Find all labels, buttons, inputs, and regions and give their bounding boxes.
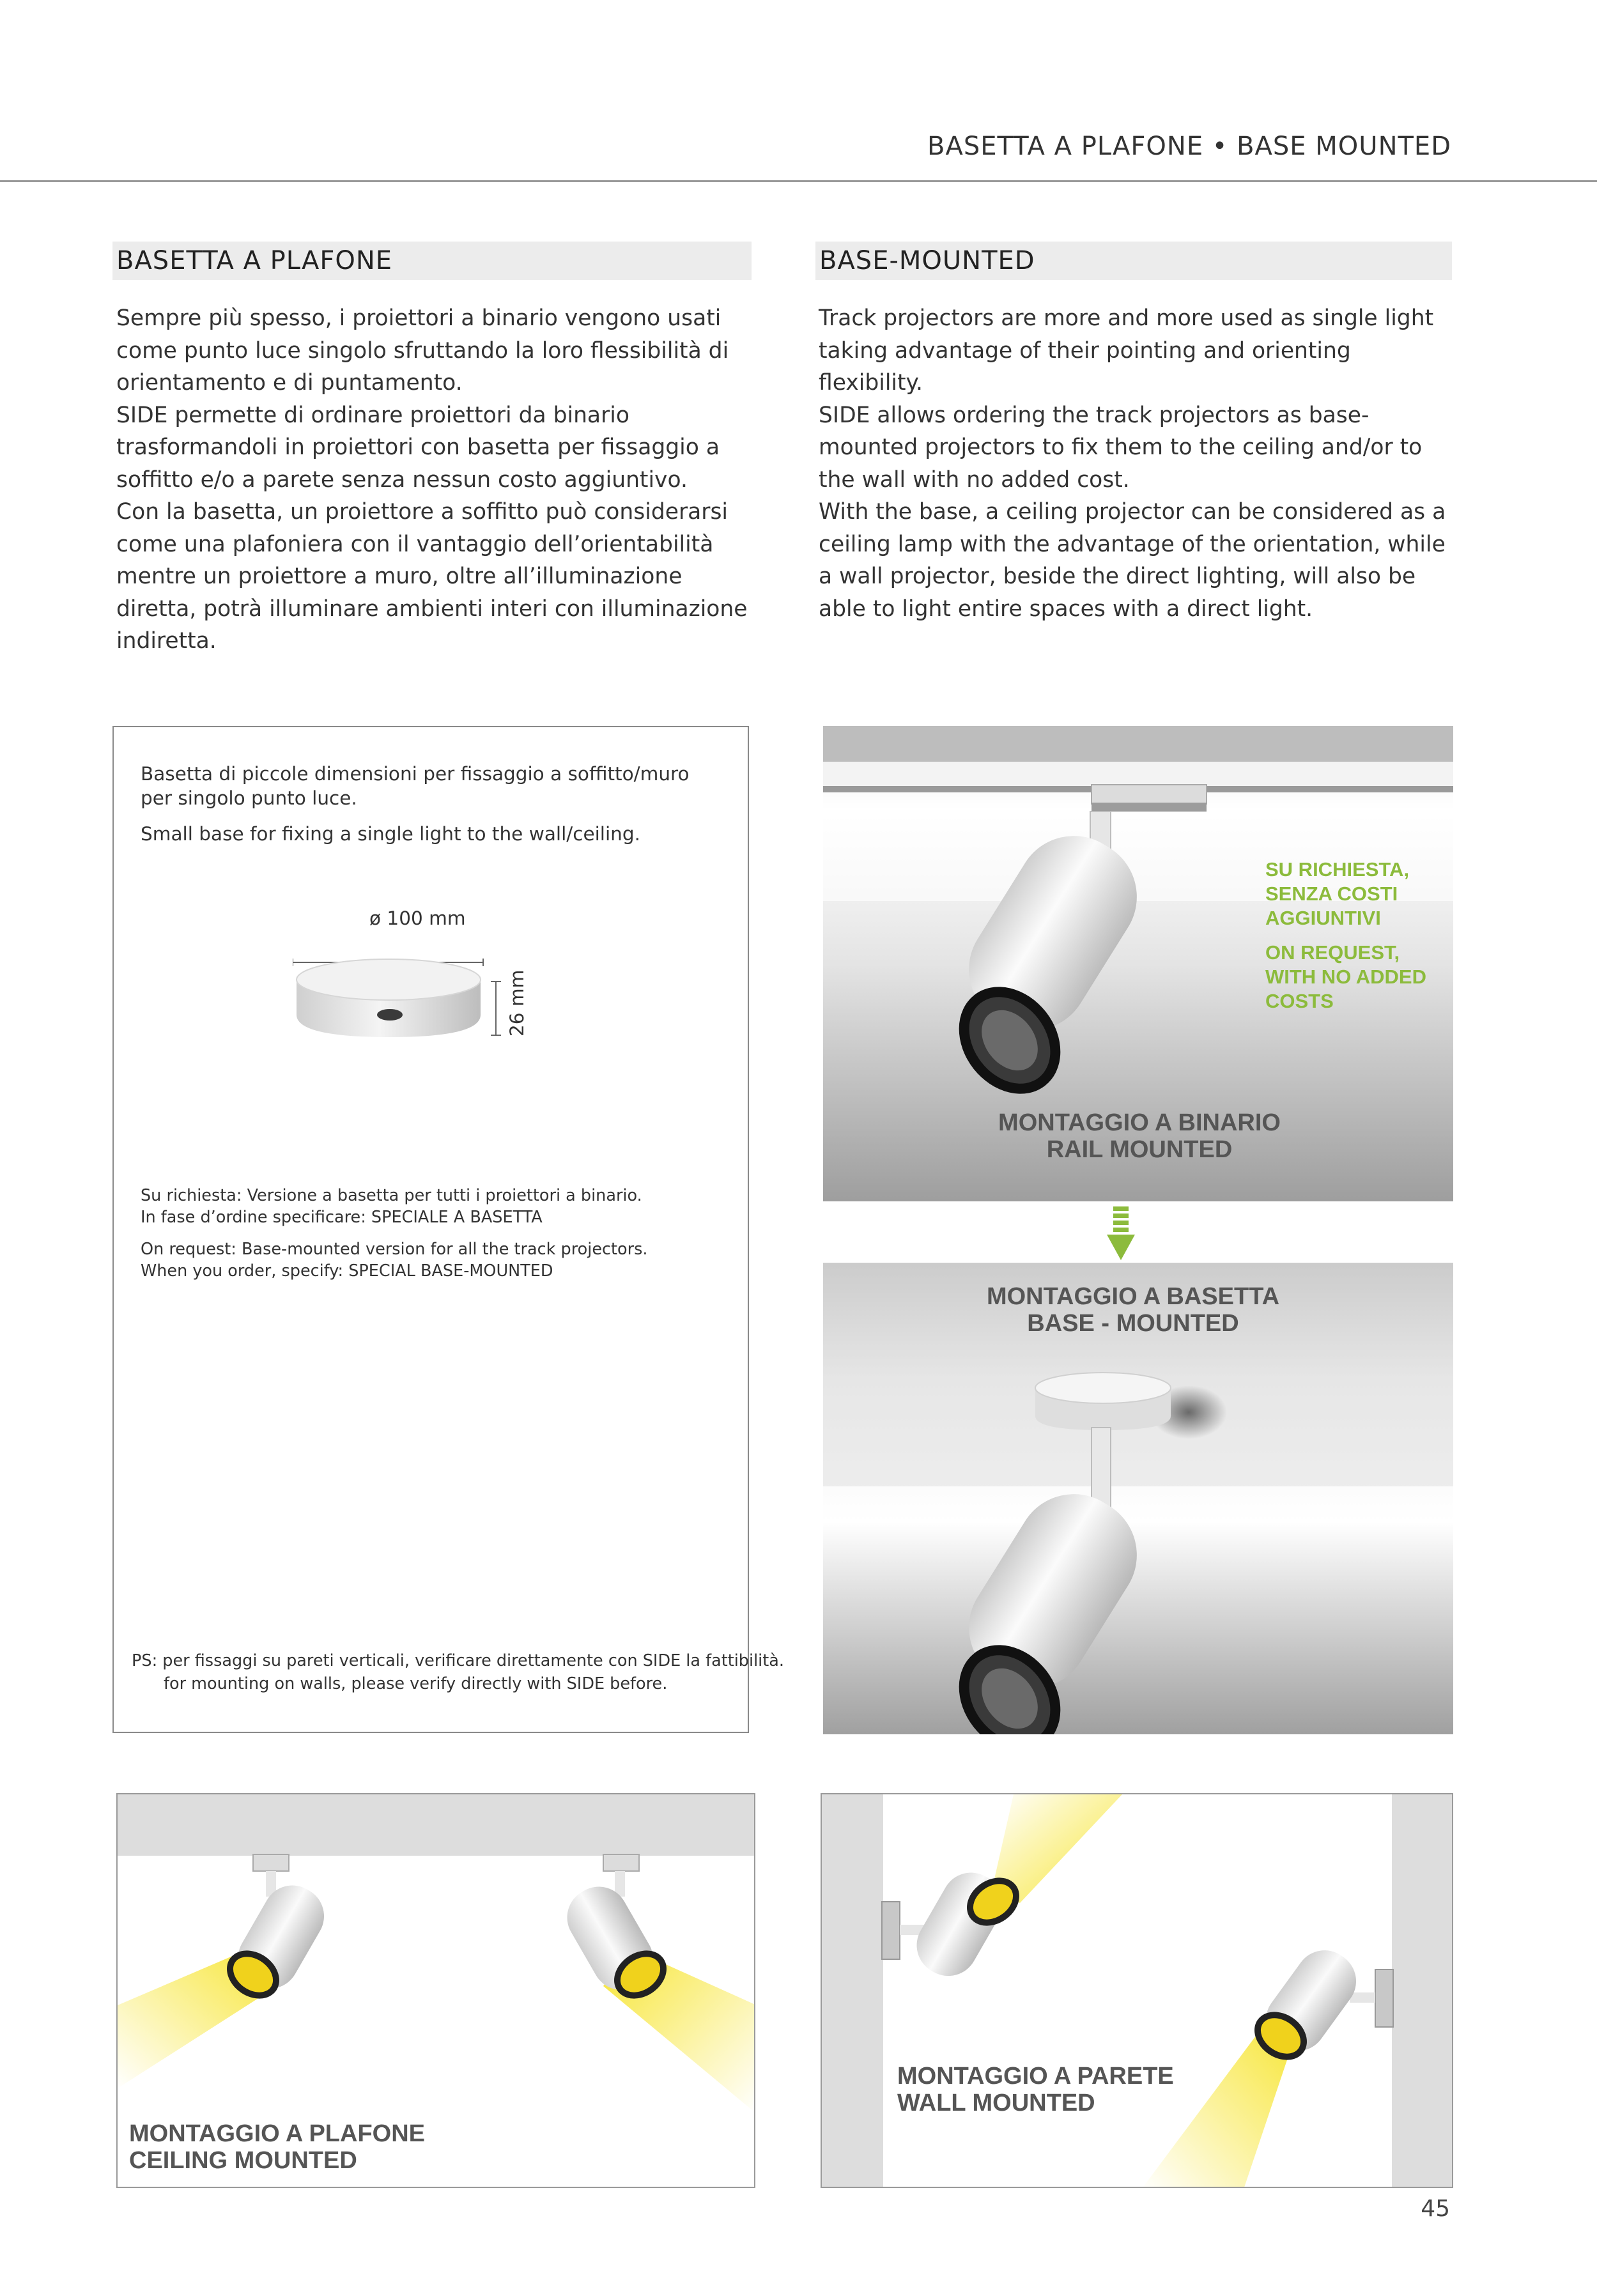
base-description-en: Small base for fixing a single light to the wall/ceiling.: [141, 823, 640, 845]
wall-mounted-label: [897, 2063, 1174, 2116]
base-mounted-panel: [823, 1263, 1453, 1734]
english-paragraph: SIDE allows ordering the track projectors as base-mounted projectors to fix them to the ceiling and/or to the wall with no added cost.: [819, 402, 1423, 493]
italian-body: [116, 302, 755, 658]
wall-mounted-panel: [821, 1793, 1453, 2188]
height-label: 26 mm: [506, 969, 528, 1036]
page-header-title: BASETTA A PLAFONE • BASE MOUNTED: [927, 132, 1451, 161]
label-it: MONTAGGIO A BINARIO: [998, 1109, 1281, 1136]
diameter-label: ø 100 mm: [369, 907, 466, 929]
green-line: SENZA COSTI: [1265, 882, 1398, 905]
label-it: MONTAGGIO A BASETTA: [986, 1283, 1280, 1310]
ceiling-mounted-label: [129, 2120, 425, 2174]
section-bar-italian: [112, 242, 752, 280]
section-bar-english: [815, 242, 1452, 280]
request-note-it-1: Su richiesta: Versione a basetta per tutti i proiettori a binario.: [141, 1186, 642, 1205]
rail-mounted-panel: [823, 726, 1453, 1201]
rail-mounted-label: [970, 1109, 1309, 1163]
label-en: BASE - MOUNTED: [1027, 1310, 1239, 1337]
label-en: CEILING MOUNTED: [129, 2147, 357, 2174]
on-request-note-it: [1265, 858, 1409, 930]
label-it: MONTAGGIO A PLAFONE: [129, 2120, 426, 2147]
italian-paragraph: Con la basetta, un proiettore a soffitto può considerarsi come una plafoniera con il vantaggio dell’orientabilità mentre un proiettore a muro, oltre all’illuminazione diretta, potrà illuminare ambienti interi con illuminazione indiretta.: [116, 499, 748, 654]
english-paragraph: With the base, a ceiling projector can be considered as a ceiling lamp with the advantage of the orientation, while a wall projector, beside the direct lighting, will also be able to light entire spaces with a direct light.: [819, 499, 1446, 622]
request-note-en-1: On request: Base-mounted version for all the track projectors.: [141, 1240, 648, 1259]
label-it: MONTAGGIO A PARETE: [897, 2063, 1174, 2090]
section-title-english: BASE-MOUNTED: [819, 246, 1035, 275]
base-description-it: Basetta di piccole dimensioni per fissaggio a soffitto/muro per singolo punto luce.: [141, 763, 690, 809]
section-title-italian: BASETTA A PLAFONE: [116, 246, 393, 275]
italian-paragraph: Sempre più spesso, i proiettori a binario vengono usati come punto luce singolo sfruttando la loro flessibilità di orientamento e di puntamento.: [116, 305, 729, 396]
request-note-it-2: In fase d’ordine specificare: SPECIALE A BASETTA: [141, 1208, 543, 1227]
green-line: ON REQUEST,: [1265, 941, 1400, 964]
request-note-en-2: When you order, specify: SPECIAL BASE-MOUNTED: [141, 1261, 553, 1281]
label-en: WALL MOUNTED: [897, 2090, 1095, 2116]
on-request-note-en: [1265, 941, 1426, 1013]
green-line: SU RICHIESTA,: [1265, 858, 1410, 881]
page-number: 45: [1421, 2196, 1450, 2222]
ps-note-1: PS: per fissaggi su pareti verticali, verificare direttamente con SIDE la fattibilità.: [132, 1651, 784, 1670]
english-paragraph: Track projectors are more and more used as single light taking advantage of their pointing and orienting flexibility.: [819, 305, 1434, 396]
label-en: RAIL MOUNTED: [1046, 1136, 1233, 1163]
green-line: AGGIUNTIVI: [1265, 907, 1381, 929]
green-line: COSTS: [1265, 990, 1334, 1012]
wall-mounted-illustration: [822, 1794, 1453, 2188]
base-mounted-label: [964, 1283, 1302, 1337]
english-body: [819, 302, 1451, 625]
down-arrow-icon: [1103, 1206, 1139, 1260]
base-info-box: [112, 726, 784, 1733]
ps-note-2: for mounting on walls, please verify directly with SIDE before.: [164, 1674, 668, 1693]
green-line: WITH NO ADDED: [1265, 966, 1426, 988]
header-divider: [0, 180, 1597, 182]
italian-paragraph: SIDE permette di ordinare proiettori da binario trasformandoli in proiettori con basetta per fissaggio a soffitto e/o a parete senza nessun costo aggiuntivo.: [116, 402, 720, 493]
ceiling-mounted-panel: [116, 1793, 755, 2188]
